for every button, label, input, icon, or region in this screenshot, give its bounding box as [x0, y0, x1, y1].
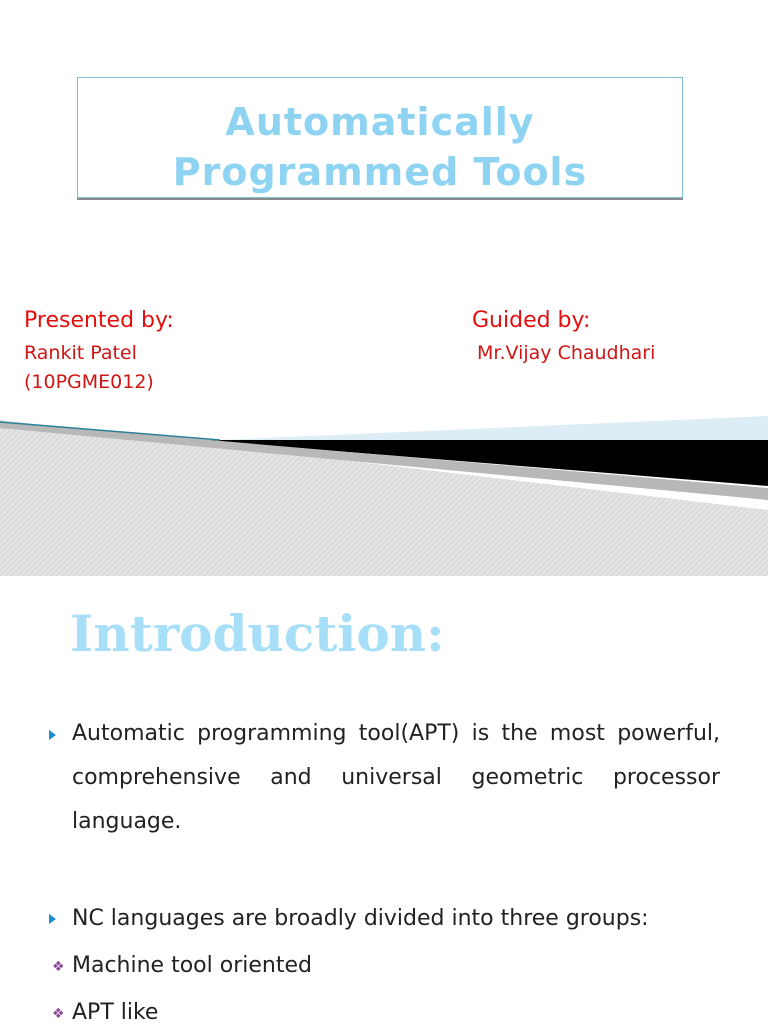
diamond-bullet-icon: ❖: [52, 959, 65, 975]
title-line-1: Automatically: [225, 100, 535, 144]
title-box: [77, 77, 683, 198]
presented-by-label: Presented by:: [24, 308, 174, 333]
decorative-stripes: [0, 400, 768, 576]
introduction-slide: [0, 576, 768, 1024]
light-blue-wedge: [220, 416, 768, 440]
presenter-name: Rankit Patel: [24, 342, 137, 364]
paragraph-apt-description: Automatic programming tool(APT) is the most powerful, comprehensive and universal geometric processor language.: [72, 721, 720, 834]
sub-item-machine-tool: Machine tool oriented: [72, 953, 312, 978]
introduction-heading: Introduction:: [70, 604, 445, 663]
triangle-bullet-icon: [49, 730, 56, 740]
guided-by-label: Guided by:: [472, 308, 591, 333]
diamond-bullet-icon: ❖: [52, 1006, 65, 1022]
sub-item-apt-like: APT like: [72, 1000, 159, 1024]
guide-name: Mr.Vijay Chaudhari: [477, 342, 656, 364]
triangle-bullet-icon: [49, 914, 56, 924]
presenter-id: (10PGME012): [24, 371, 154, 393]
title-line-2: Programmed Tools: [172, 150, 588, 194]
paragraph-nc-languages: NC languages are broadly divided into three groups:: [72, 906, 649, 931]
